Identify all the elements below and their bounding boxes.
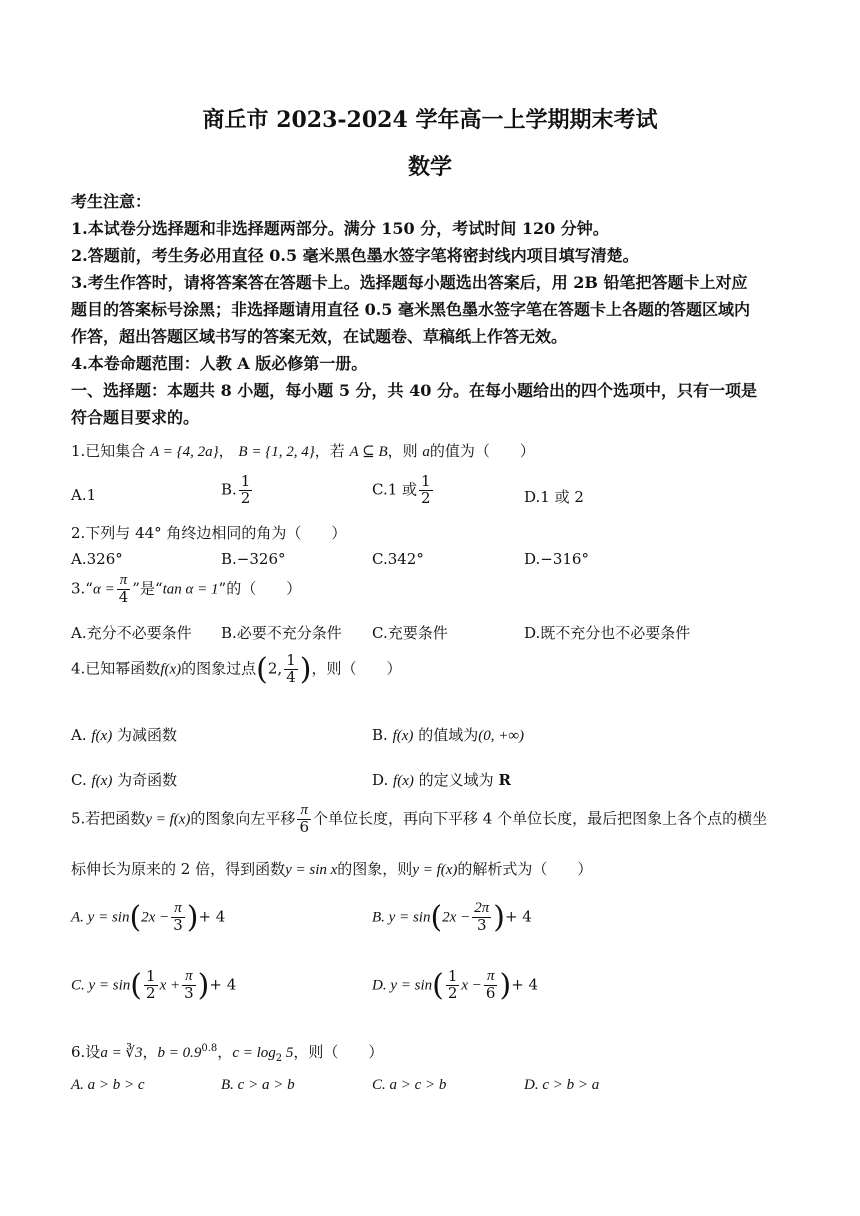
q5-b-lparen: ( [430, 900, 443, 935]
q4-prefix: 4.已知幂函数 [71, 659, 161, 678]
q6-c-sub: 2 [275, 1053, 283, 1064]
q5-shift-denominator: 6 [299, 817, 309, 836]
q1-var: a [422, 444, 430, 460]
question-5-line1 [71, 803, 767, 836]
q4-a-label: A. [71, 726, 87, 744]
q5-c-den: 3 [184, 984, 194, 1002]
q5-option-c [71, 968, 236, 1003]
q6-option-c: C. a > c > b [372, 1077, 447, 1093]
notice-item-3-cont2: 作答，超出答题区域书写的答案无效，在试题卷、草稿纸上作答无效。 [71, 327, 568, 346]
notice-item-1: 1.本试卷分选择题和非选择题两部分。满分 150 分，考试时间 120 分钟。 [71, 219, 609, 238]
question-1-stem [71, 440, 535, 461]
q5-a-pre: A. y = sin [71, 909, 130, 926]
subject-title: 数学 [407, 154, 452, 180]
q3-mid: ”是“ [132, 579, 163, 598]
q3-option-b: B.必要不充分条件 [221, 624, 342, 642]
q1-option-b-label: B. [221, 480, 237, 499]
q2-option-d: D.−316° [524, 550, 589, 568]
q4-d-fx: f(x) [393, 773, 414, 789]
q5-l1-c: 个单位长度，再向下平移 4 个单位长度，最后把图象上各个点的横坐 [312, 809, 768, 828]
q5-d-coef-den: 2 [447, 984, 458, 1002]
q2-option-b: B.−326° [221, 550, 286, 568]
q1-mid: ，若 [314, 442, 345, 460]
q5-a-num: π [171, 901, 185, 918]
q5-d-num: π [484, 969, 498, 986]
q5-c-pre: C. y = sin [71, 977, 131, 994]
q3-option-d: D.既不充分也不必要条件 [524, 624, 691, 642]
q4-a-fx: f(x) [91, 728, 113, 744]
q3-option-a: A.充分不必要条件 [71, 624, 192, 642]
q5-l2-fx: y = f(x) [412, 862, 458, 878]
q5-a-in: 2x − [141, 909, 170, 926]
q6-b-exp: 0.8 [201, 1043, 218, 1054]
q5-option-b [372, 900, 532, 935]
q6-prefix: 6.设 [71, 1043, 101, 1061]
q5-a-post: + 4 [198, 907, 226, 926]
q5-c-in: x + [159, 977, 181, 994]
q6-sep1: ， [142, 1043, 158, 1061]
q5-l2-a: 标伸长为原来的 2 倍，得到函数 [71, 860, 286, 878]
q4-c-label: C. [71, 771, 87, 789]
q5-d-pre: D. y = sin [372, 977, 433, 994]
q5-shift-numerator: π [297, 803, 311, 820]
q4-tail: ，则（ ） [311, 659, 402, 678]
q5-d-coef [446, 969, 460, 1002]
q3-alpha-eq: α = [92, 581, 115, 598]
q5-d-post: + 4 [511, 975, 539, 994]
q5-l2-b: 的图象，则 [337, 860, 413, 878]
q1-set-a: A = {4, 2a} [150, 444, 219, 460]
q1-b-denominator: 2 [240, 488, 251, 507]
q1-set-b: B = {1, 2, 4} [238, 444, 315, 460]
q5-a-lparen: ( [129, 900, 142, 935]
q5-b-pre: B. y = sin [372, 909, 431, 926]
q5-d-rparen: ) [499, 968, 512, 1003]
q1-tail2: 的值为（ ） [429, 442, 535, 460]
q5-b-fraction [472, 901, 491, 934]
q3-tail: ”的（ ） [218, 579, 302, 598]
q5-b-in: 2x − [442, 909, 471, 926]
q6-a-def: a = ∛3 [100, 1045, 143, 1061]
q3-tan: tan α = 1 [162, 581, 219, 598]
q2-option-a: A.326° [71, 550, 123, 568]
q5-d-fraction [484, 969, 498, 1002]
q5-a-den: 3 [173, 916, 183, 934]
q1-option-a: A.1 [71, 486, 97, 504]
q3-numerator: π [117, 573, 131, 590]
q4-b-range: (0, +∞) [478, 728, 525, 744]
q1-c-denominator: 2 [421, 488, 431, 507]
q3-denominator: 4 [118, 587, 129, 606]
q4-option-a [71, 724, 177, 745]
q5-c-rparen: ) [197, 968, 210, 1003]
q1-option-c [372, 474, 435, 507]
q5-l1-a: 5.若把函数 [71, 809, 146, 828]
q4-option-c [71, 769, 177, 790]
q6-b-base: b = 0.9 [157, 1045, 202, 1061]
notice-item-2: 2.答题前，考生务必用直径 0.5 毫米黑色墨水签字笔将密封线内项目填写清楚。 [71, 246, 639, 265]
q4-option-d [372, 769, 511, 790]
q4-point-x: 2, [267, 659, 283, 678]
q5-d-coef-num: 1 [447, 967, 458, 986]
q4-point-fraction [284, 653, 298, 686]
q6-option-a: A. a > b > c [71, 1077, 145, 1093]
question-3-stem [71, 573, 301, 606]
q6-sep2: ， [217, 1043, 233, 1061]
q5-d-lparen: ( [432, 968, 444, 1003]
question-5-line2 [71, 858, 592, 879]
q3-fraction [117, 573, 131, 606]
q5-a-fraction [171, 901, 185, 934]
q1-tail1: ，则 [387, 442, 418, 460]
q1-option-d: D.1 或 2 [524, 488, 584, 506]
q5-b-post: + 4 [504, 907, 532, 926]
q3-prefix: 3.“ [71, 579, 93, 598]
q6-option-d: D. c > b > a [524, 1077, 600, 1093]
q5-shift-fraction [297, 803, 311, 836]
q1-b-numerator: 1 [240, 472, 251, 490]
q5-c-coef [144, 969, 158, 1002]
q5-d-in: x − [461, 977, 482, 994]
q5-option-a [71, 900, 225, 935]
exam-title: 商丘市 2023-2024 学年高一上学期期末考试 [202, 107, 658, 133]
q2-option-c: C.342° [372, 550, 424, 568]
section-heading-line2: 符合题目要求的。 [71, 408, 200, 427]
q4-b-fx: f(x) [392, 728, 414, 744]
q1-option-c-label: C.1 或 [372, 480, 418, 499]
q1-option-c-fraction [419, 474, 433, 507]
notice-item-3-cont: 题目的答案标号涂黑；非选择题请用直径 0.5 毫米黑色墨水签字笔在答题卡上各题的答题区域内 [71, 300, 750, 319]
q1-c-numerator: 1 [421, 472, 431, 490]
notice-item-3: 3.考生作答时，请将答案答在答题卡上。选择题每小题选出答案后，用 2B 铅笔把答题卡上对应 [71, 273, 748, 292]
q4-point-denominator: 4 [286, 668, 296, 686]
q5-d-den: 6 [485, 984, 496, 1002]
q5-c-post: + 4 [209, 975, 237, 994]
q4-option-b [372, 724, 524, 745]
question-2-stem: 2.下列与 44° 角终边相同的角为（ ） [71, 524, 347, 542]
q5-c-fraction [182, 969, 196, 1002]
q4-c-fx: f(x) [91, 773, 113, 789]
q5-c-coef-den: 2 [146, 984, 156, 1002]
q4-mid: 的图象过点 [181, 659, 257, 678]
q6-c-pre: c = log [232, 1045, 276, 1061]
question-4-stem [71, 652, 401, 687]
q5-b-rparen: ) [493, 900, 505, 935]
q4-point-numerator: 1 [286, 651, 296, 670]
q4-d-label: D. [372, 771, 389, 789]
q1-option-b-fraction [239, 474, 253, 507]
q5-c-num: π [182, 969, 196, 986]
q4-left-paren: ( [256, 652, 268, 687]
q5-option-d [372, 968, 538, 1003]
q5-l1-b: 的图象向左平移 [190, 809, 296, 828]
q6-option-b: B. c > a > b [221, 1077, 295, 1093]
q1-prefix: 1.已知集合 [71, 442, 146, 460]
q1-option-b [221, 474, 254, 507]
q4-a-text: 为减函数 [117, 726, 178, 744]
q4-b-label: B. [372, 726, 388, 744]
q5-b-den: 3 [476, 916, 487, 934]
q1-sep: ， [218, 442, 234, 460]
notice-heading: 考生注意： [71, 192, 152, 211]
q5-c-lparen: ( [130, 968, 143, 1003]
q5-l2-sin: y = sin x [285, 862, 338, 878]
section-heading-line1: 一、选择题：本题共 8 小题，每小题 5 分，共 40 分。在每小题给出的四个选项中，只有一项是 [71, 381, 757, 400]
notice-item-4: 4.本卷命题范围：人教 A 版必修第一册。 [71, 354, 368, 373]
q6-c-post: 5 [282, 1045, 294, 1061]
q4-right-paren: ) [299, 652, 312, 687]
q4-b-text: 的值域为 [418, 726, 479, 744]
q4-d-text: 的定义域为 [418, 771, 494, 789]
q5-c-coef-num: 1 [146, 967, 156, 986]
q4-d-set: R [498, 771, 511, 789]
q4-fx: f(x) [160, 661, 182, 678]
q3-option-c: C.充要条件 [372, 624, 448, 642]
question-6-stem [71, 1041, 383, 1064]
q4-c-text: 为奇函数 [117, 771, 178, 789]
q5-a-rparen: ) [186, 900, 199, 935]
q5-b-num: 2π [474, 900, 490, 917]
q5-l1-fx: y = f(x) [145, 811, 191, 828]
q5-l2-c: 的解析式为（ ） [457, 860, 593, 878]
q6-tail: ，则（ ） [293, 1043, 384, 1061]
q1-condition: A ⊆ B [349, 444, 388, 460]
